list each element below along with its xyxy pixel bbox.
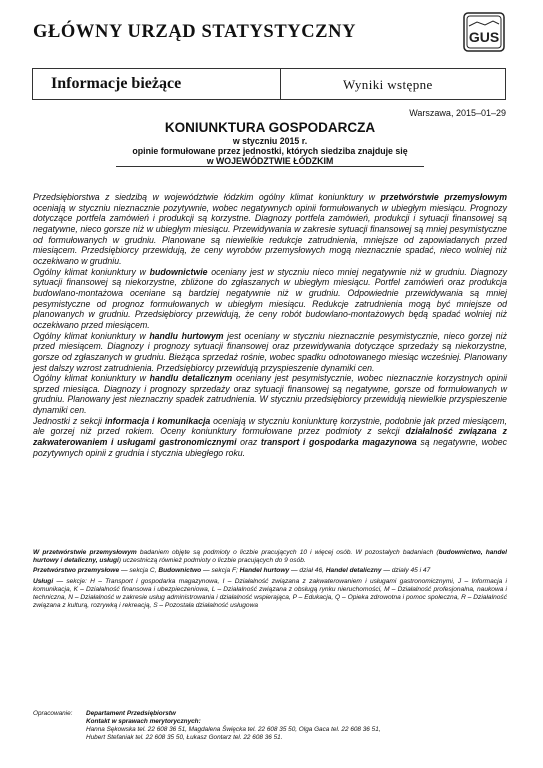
sector-name: budownictwie	[149, 266, 208, 277]
note-services	[33, 578, 507, 611]
methodology-notes	[33, 549, 507, 612]
note-emphasis: Przetwórstwo przemysłowe	[33, 567, 120, 575]
publication-date: Warszawa, 2015–01–29	[409, 108, 506, 118]
note-emphasis: Handel hurtowy	[239, 567, 290, 575]
text-run: Przedsiębiorstwa z siedzibą w województwie łódzkim ogólny klimat koniunktury w	[33, 192, 381, 202]
contact-line: Hubert Stefaniak tel. 22 608 35 50, Łukasz Gontarz tel. 22 608 36 51.	[86, 734, 283, 741]
section-subtitle: Wyniki wstępne	[343, 77, 433, 92]
paragraph-construction	[33, 267, 507, 331]
text-run: Ogólny klimat koniunktury w	[33, 330, 150, 341]
text-run: oceniany jest w styczniu nieco mniej negatywnie niż w grudniu. Diagnozy sytuacji finansowej są niekorzystne, zbliżone do zgłaszanych w ubiegłym miesiącu. Portfel zamówień oraz produkcja budowlano-montażowa oceniane są bardziej negatywnie niż w grudniu. Odpowiednie przewidywania są mniej pesymistyczne od prognoz formułowanych w ubiegłym miesiącu. Redukcje zatrudnienia mogą być mniejsze od planowanych w grudniu. Przedsiębiorcy przewidują, że ceny robót budowlano-montażowych będą spadać wolniej niż oczekiwano przed miesiącem.	[33, 266, 507, 330]
gus-logo	[463, 12, 505, 52]
sector-name: transport i gospodarka magazynowa	[260, 437, 417, 448]
text-run: oceniają w styczniu koniunkturę korzystnie, podobnie jak przed miesiącem, ale gorzej niż przed rokiem. Oceny koniunktury formułowane przez podmioty z sekcji	[33, 415, 507, 437]
sector-name: handlu hurtowym	[149, 330, 224, 341]
section-title: Informacje bieżące	[33, 69, 281, 99]
sector-name: działalność związana z zakwaterowaniem i usługami gastronomicznymi	[33, 426, 507, 448]
note-emphasis: Budownictwo	[158, 567, 202, 575]
title-period: w styczniu 2015 r.	[232, 136, 308, 146]
text-run: są negatywne, wobec pozytywnych opinii z grudnia i stycznia ubiegłego roku.	[33, 437, 507, 458]
sector-name: informacja i komunikacja	[104, 415, 211, 426]
text-run: Ogólny klimat koniunktury w	[33, 373, 150, 384]
paragraph-wholesale	[33, 331, 507, 374]
document-title-block	[116, 120, 424, 167]
text-run: jest oceniany w styczniu nieznacznie pesymistycznie, nieco gorzej niż przed miesiącem. Diagnozy i prognozy sytuacji finansowej oraz przewidywania dotyczące sprzedaży są niekorzystne, gorsze od zgłaszanych w grudniu. Bieżąca sprzedaż rośnie, wobec spadku odnotowanego miesiąc wcześniej. Planowany jest dalszy wzrost zatrudnienia. Przedsiębiorcy przewidują przyspieszenie dynamiki cen.	[33, 330, 507, 373]
text-run: — działy 45 i 47	[381, 567, 431, 575]
org-name: GŁÓWNY URZĄD STATYSTYCZNY	[33, 22, 357, 42]
document-title: KONIUNKTURA GOSPODARCZA	[164, 120, 376, 135]
text-run: ) uczestniczą również podmioty o liczbie pracujących do 9 osób.	[118, 557, 306, 565]
note-emphasis: W przetwórstwie przemysłowym	[33, 549, 137, 556]
title-description: opinie formułowane przez jednostki, których siedziba znajduje się	[132, 146, 408, 156]
department-name: Departament Przedsiębiorstw	[86, 710, 176, 717]
text-run: — sekcja F;	[201, 567, 240, 575]
report-body	[33, 192, 507, 458]
text-run: — sekcje: H – Transport i gospodarka magazynowa, I – Działalność związana z zakwaterowaniem i usługami gastronomicznymi, J – Informacja i komunikacja, K – Działalność finansowa i ubezpieczeniowa, L – Działalność związana z obsługą rynku nieruchomości, M – Działalność profesjonalna, naukowa i techniczna, N – Działalność w zakresie usług administrowania i działalność wspierająca, P – Edukacja, Q – Opieka zdrowotna i pomoc społeczna, R – Działalność związana z kulturą, rozrywką i rekreacją, S – Pozostała działalność usługowa	[33, 577, 507, 610]
note-scope	[33, 549, 507, 565]
title-region: w WOJEWÓDZTWIE ŁÓDZKIM	[206, 156, 334, 166]
footer-content	[86, 710, 506, 742]
sector-name: handlu detalicznym	[149, 373, 233, 384]
section-banner	[32, 68, 506, 100]
footer-label: Opracowanie:	[33, 710, 73, 717]
text-run: oceniany jest pesymistycznie, wobec nieznacznie korzystnych opinii sprzed miesiąca. Diagnozy i prognozy sprzedaży oraz sytuacji finansowej są negatywne, gorsze od formułowanych w grudniu. Planowany jest nieznaczny spadek zatrudnienia. W styczniu przedsiębiorcy przewidują niewielkie przyspieszenie dynamiki cen.	[33, 373, 507, 416]
text-run: badaniem objęte są podmioty o liczbie pracujących 10 i więcej osób. W pozostałych badaniach (	[136, 549, 439, 556]
note-emphasis: Usługi	[33, 577, 54, 585]
paragraph-services	[33, 416, 507, 459]
text-run: Ogólny klimat koniunktury w	[33, 266, 150, 277]
note-emphasis: Handel detaliczny	[325, 567, 382, 575]
text-run: oraz	[236, 437, 261, 448]
contact-line: Hanna Sękowska tel. 22 608 36 51, Magdalena Święcka tel. 22 608 35 50, Olga Gaca tel. 22 608 36 51,	[86, 726, 381, 733]
text-run: — sekcja C,	[119, 567, 159, 575]
paragraph-retail	[33, 373, 507, 416]
logo-text: GUS	[468, 29, 500, 45]
note-sections	[33, 567, 507, 575]
note-emphasis: budownictwo, handel hurtowy i detaliczny, usługi	[33, 549, 507, 565]
sector-name: przetwórstwie przemysłowym	[380, 192, 507, 202]
contact-header: Kontakt w sprawach merytorycznych:	[86, 718, 201, 725]
paragraph-industry	[33, 192, 507, 267]
text-run: — dział 46,	[289, 567, 326, 575]
text-run: Jednostki z sekcji	[33, 415, 105, 426]
text-run: oceniają w styczniu nieznacznie pozytywnie, wobec negatywnych opinii formułowanych w ubiegłym miesiącu. Prognozy dotyczące portfela zamówień i produkcji są korzystne. Diagnozy portfela zamówień, produkcji i sytuacji finansowej są negatywne, nieco gorsze niż w ubiegłym miesiącu. Przewidywania w zakresie sytuacji finansowej są mniej pesymistyczne od formułowanych w grudniu. Planowane są niewielkie redukcje zatrudnienia, mniejsze od zapowiadanych przed miesiącem. Przedsiębiorcy przewidują, że ceny wyrobów przemysłowych mogą nieznacznie spadać, nieco wolniej niż oczekiwano w grudniu.	[33, 202, 507, 266]
